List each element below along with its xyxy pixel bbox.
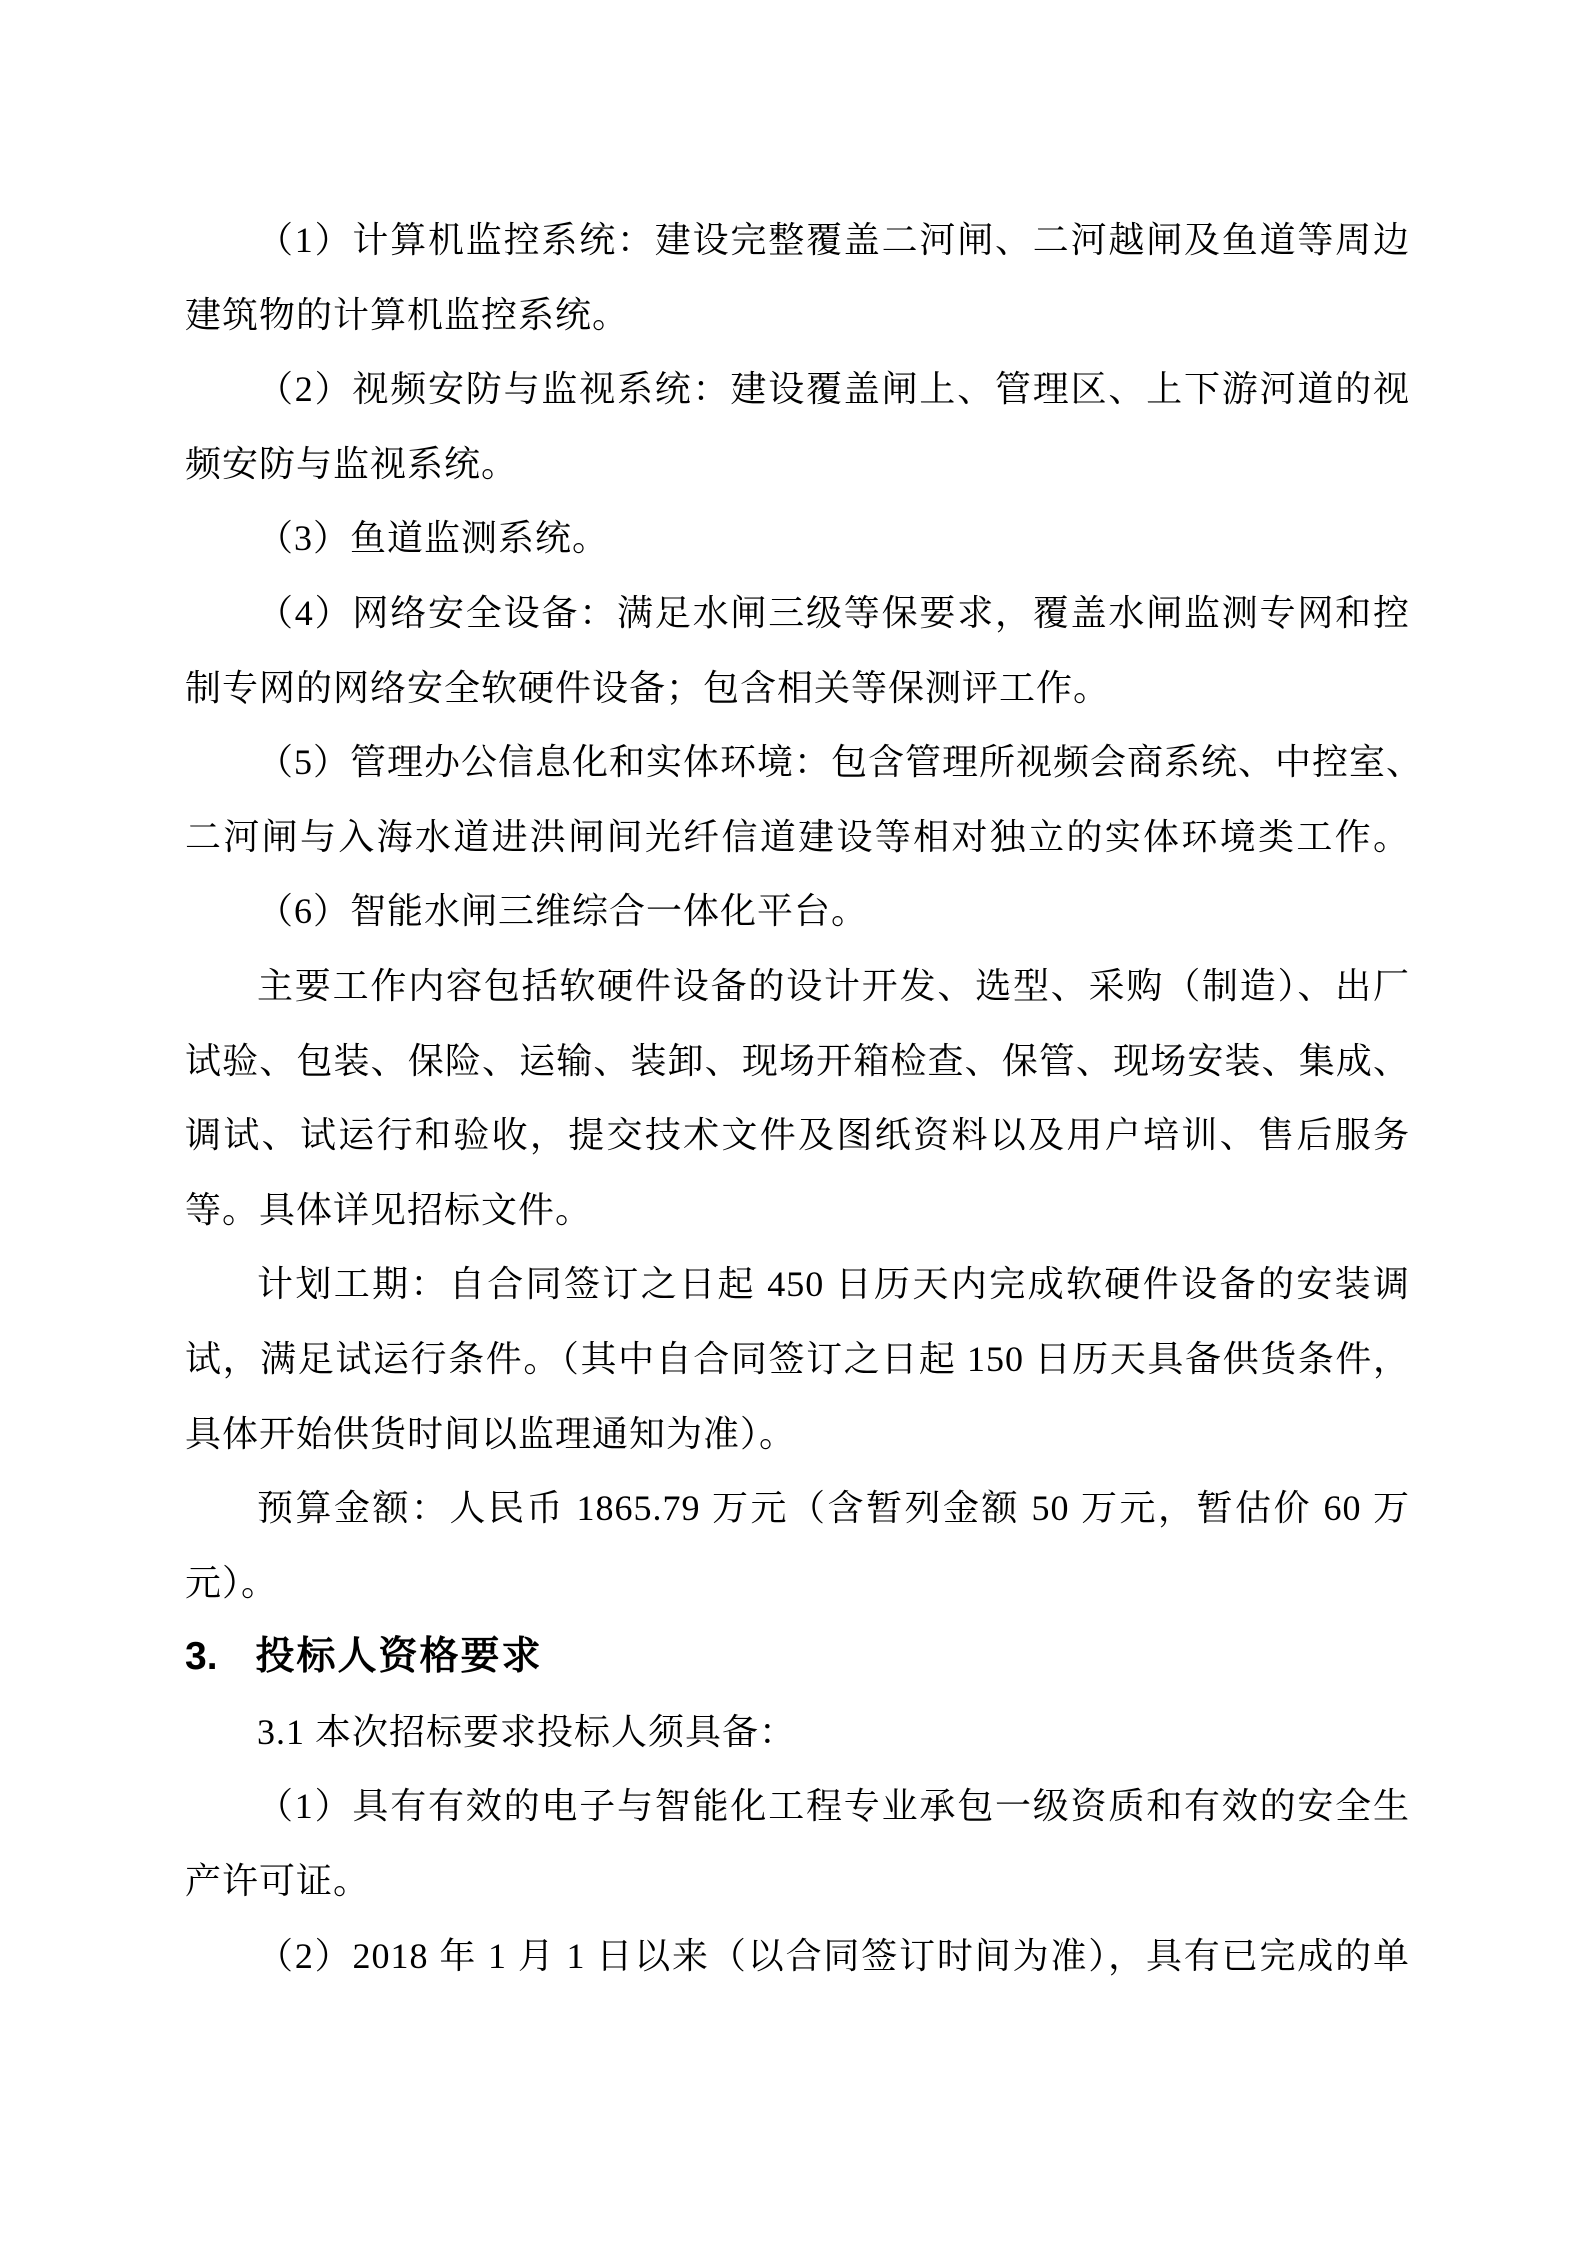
paragraph-line: 建筑物的计算机监控系统。 [185, 294, 630, 335]
paragraph-line: （1）具有有效的电子与智能化工程专业承包一级资质和有效的安全生 [257, 1786, 1410, 1827]
paragraph-line: 元）。 [185, 1562, 279, 1603]
paragraph-line: （6）智能水闸三维综合一体化平台。 [257, 891, 869, 932]
paragraph-line: （5）管理办公信息化和实体环境：包含管理所视频会商系统、中控室、 [257, 742, 1424, 783]
paragraph-line: 试，满足试运行条件。（其中自合同签订之日起 150 日历天具备供货条件， [185, 1338, 1410, 1379]
paragraph-line: 试验、包装、保险、运输、装卸、现场开箱检查、保管、现场安装、集成、 [185, 1040, 1410, 1081]
paragraph-line: （1）计算机监控系统：建设完整覆盖二河闸、二河越闸及鱼道等周边 [257, 220, 1410, 260]
paragraph-line: 产许可证。 [185, 1861, 371, 1902]
paragraph-line: 调试、试运行和验收，提交技术文件及图纸资料以及用户培训、售后服务 [185, 1115, 1410, 1156]
paragraph-line: 预算金额：人民币 1865.79 万元（含暂列金额 50 万元，暂估价 60 万 [257, 1488, 1410, 1529]
paragraph-line: 具体开始供货时间以监理通知为准）。 [185, 1413, 797, 1454]
paragraph-line: 主要工作内容包括软硬件设备的设计开发、选型、采购（制造）、出厂 [257, 965, 1410, 1006]
paragraph-line: 频安防与监视系统。 [185, 443, 519, 484]
section-heading [185, 1620, 1410, 1695]
paragraph-line: （2）视频安防与监视系统：建设覆盖闸上、管理区、上下游河道的视 [257, 369, 1410, 410]
paragraph-line: 计划工期：自合同签订之日起 450 日历天内完成软硬件设备的安装调 [257, 1264, 1410, 1305]
document-body [185, 203, 1424, 1993]
section-number: 3. [185, 1635, 218, 1679]
paragraph-line: 3.1 本次招标要求投标人须具备： [257, 1711, 797, 1752]
paragraph-line: （4）网络安全设备：满足水闸三级等保要求，覆盖水闸监测专网和控 [257, 592, 1410, 633]
paragraph-line: 二河闸与入海水道进洪闸间光纤信道建设等相对独立的实体环境类工作。 [185, 816, 1410, 857]
section-title: 投标人资格要求 [255, 1635, 543, 1679]
paragraph-line: （3）鱼道监测系统。 [257, 518, 610, 559]
paragraph-line: 等。具体详见招标文件。 [185, 1189, 593, 1230]
paragraph-line: （2）2018 年 1 月 1 日以来（以合同签订时间为准），具有已完成的单 [257, 1935, 1410, 1976]
paragraph-line: 制专网的网络安全软硬件设备；包含相关等保测评工作。 [185, 667, 1111, 708]
